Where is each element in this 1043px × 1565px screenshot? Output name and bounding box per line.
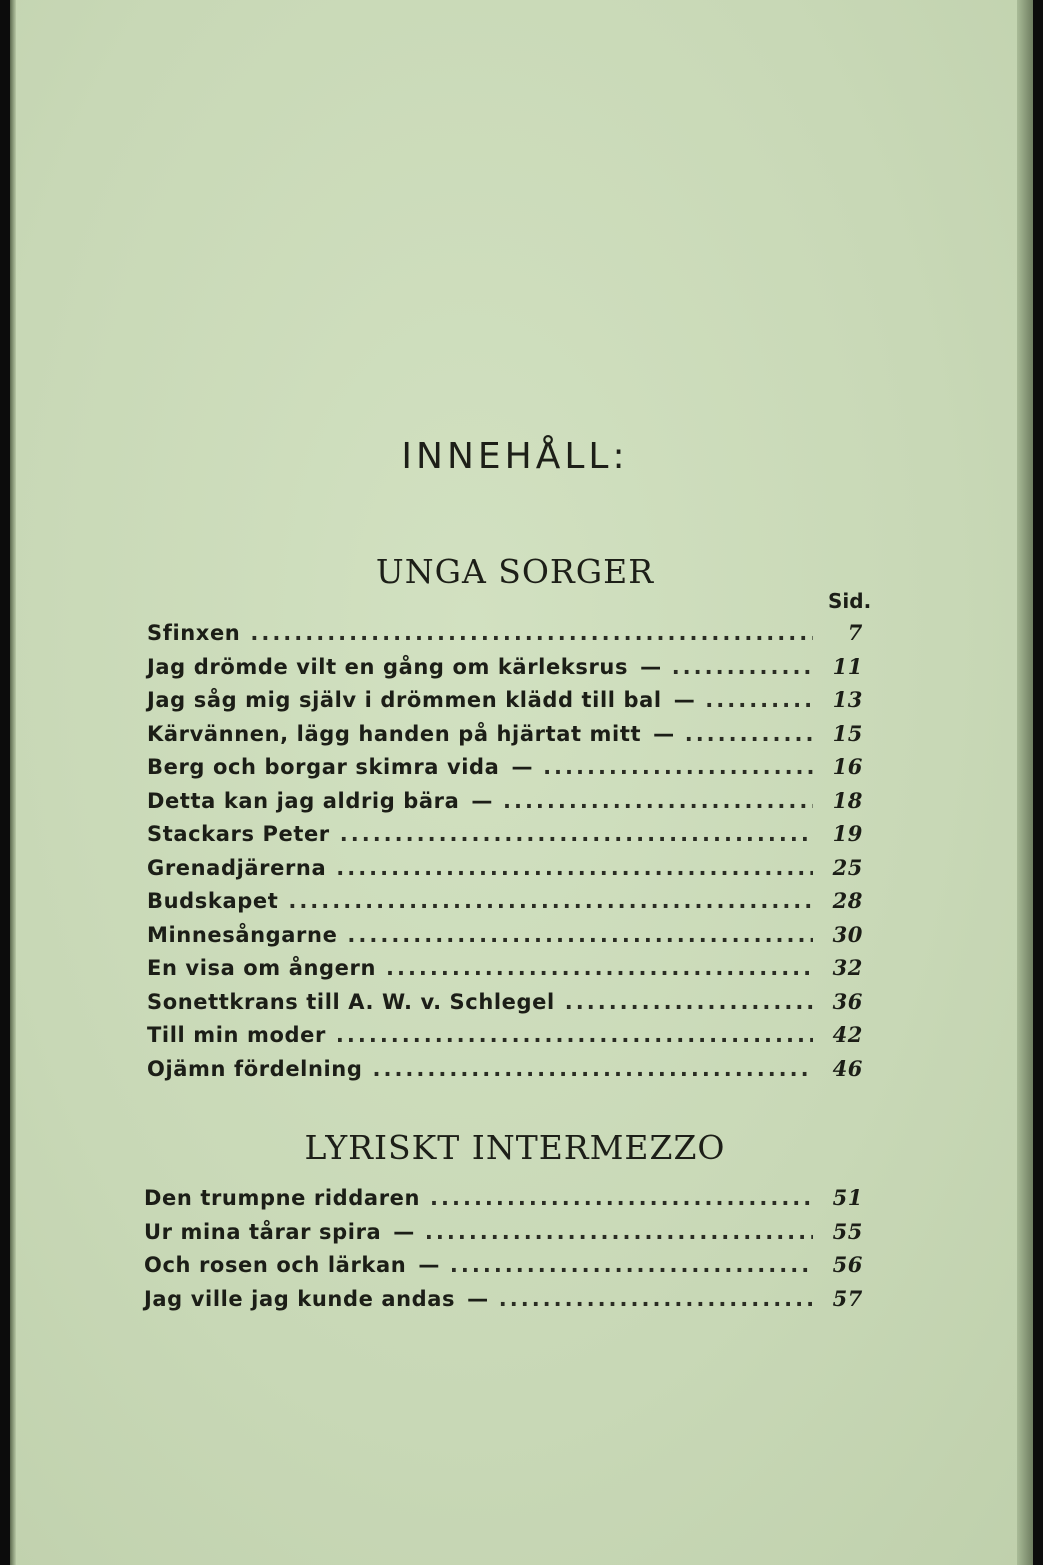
- page-right-edge: [1017, 0, 1033, 1565]
- toc-entry: [147, 788, 863, 822]
- toc-entry: [147, 855, 863, 889]
- toc-entry: [147, 654, 863, 688]
- toc-entry: [147, 1056, 863, 1090]
- toc-entry-title: Berg och borgar skimra vida: [147, 755, 500, 779]
- page-column-label: Sid.: [828, 589, 872, 613]
- toc-entry-dash: —: [471, 788, 493, 813]
- dot-leader: [543, 755, 813, 779]
- dot-leader: [672, 655, 813, 679]
- toc-entry-title: En visa om ångern: [147, 956, 376, 980]
- toc-list-lyriskt-intermezzo: [144, 1185, 863, 1319]
- toc-entry-title: Kärvännen, lägg handen på hjärtat mitt: [147, 721, 642, 746]
- toc-entry: [144, 1286, 863, 1320]
- dot-leader: [685, 722, 813, 746]
- toc-entry: [147, 989, 863, 1023]
- toc-entry-dash: —: [511, 755, 534, 779]
- toc-entry-dash: —: [467, 1286, 489, 1311]
- toc-entry-dash: —: [673, 688, 696, 712]
- toc-entry-page-number: 15: [832, 720, 863, 746]
- toc-entry-title: Ojämn fördelning: [147, 1056, 363, 1081]
- toc-entry: [147, 721, 863, 755]
- toc-entry-page-number: 36: [832, 988, 863, 1014]
- dot-leader: [386, 956, 813, 980]
- toc-entry: [147, 922, 863, 956]
- dot-leader: [565, 990, 813, 1014]
- toc-entry-title: Sfinxen: [147, 621, 241, 645]
- toc-entry-page-number: 16: [832, 754, 863, 779]
- dot-leader: [336, 1023, 813, 1047]
- dot-leader: [336, 856, 813, 880]
- toc-entry-title: Budskapet: [147, 889, 279, 913]
- toc-entry: [147, 620, 863, 654]
- dot-leader: [503, 789, 813, 813]
- toc-entry-page-number: 51: [832, 1185, 863, 1210]
- dot-leader: [425, 1220, 813, 1244]
- toc-entry-page-number: 11: [832, 653, 863, 679]
- toc-entry-page-number: 42: [832, 1022, 863, 1047]
- toc-entry-page-number: 19: [832, 821, 863, 846]
- toc-list-unga-sorger: [147, 620, 863, 1089]
- toc-entry-page-number: 57: [832, 1285, 863, 1311]
- toc-entry: [144, 1219, 863, 1253]
- book-page: [10, 0, 1033, 1565]
- toc-entry-dash: —: [640, 654, 662, 679]
- toc-entry-title: Grenadjärerna: [147, 855, 327, 880]
- toc-entry: [147, 687, 863, 721]
- toc-entry: [147, 955, 863, 989]
- toc-entry-page-number: 18: [832, 787, 863, 813]
- toc-entry-page-number: 32: [832, 955, 863, 980]
- toc-entry-title: Ur mina tårar spira: [144, 1219, 382, 1244]
- toc-entry-page-number: 30: [832, 921, 863, 947]
- toc-entry-page-number: 55: [832, 1218, 863, 1244]
- dot-leader: [288, 889, 813, 913]
- toc-entry: [147, 888, 863, 922]
- toc-entry-title: Jag såg mig själv i drömmen klädd till bal: [147, 688, 662, 712]
- toc-entry-page-number: 7: [847, 620, 863, 645]
- toc-entry-page-number: 46: [832, 1055, 863, 1081]
- toc-entry-dash: —: [653, 721, 675, 746]
- dot-leader: [373, 1057, 814, 1081]
- toc-entry-title: Till min moder: [147, 1023, 326, 1047]
- toc-entry: [147, 754, 863, 788]
- page-left-edge: [10, 0, 16, 1565]
- toc-entry: [144, 1252, 863, 1286]
- dot-leader: [705, 688, 813, 712]
- toc-entry-title: Stackars Peter: [147, 822, 330, 846]
- contents-heading: INNEHÅLL:: [401, 436, 629, 477]
- dot-leader: [347, 923, 813, 947]
- toc-entry: [147, 821, 863, 855]
- toc-entry-dash: —: [393, 1219, 415, 1244]
- toc-entry: [147, 1022, 863, 1056]
- dot-leader: [499, 1287, 813, 1311]
- dot-leader: [430, 1186, 813, 1210]
- toc-entry-title: Jag ville jag kunde andas: [144, 1286, 456, 1311]
- toc-entry-title: Och rosen och lärkan: [144, 1253, 407, 1277]
- toc-entry: [144, 1185, 863, 1219]
- toc-entry-title: Den trumpne riddaren: [144, 1186, 421, 1210]
- toc-entry-title: Minnesångarne: [147, 922, 338, 947]
- toc-entry-title: Detta kan jag aldrig bära: [147, 788, 460, 813]
- toc-entry-page-number: 25: [832, 854, 863, 880]
- dot-leader: [340, 822, 813, 846]
- toc-entry-page-number: 13: [832, 687, 863, 712]
- toc-entry-title: Jag drömde vilt en gång om kärleksrus: [147, 654, 629, 679]
- dot-leader: [250, 621, 813, 645]
- toc-entry-page-number: 56: [832, 1252, 863, 1277]
- dot-leader: [450, 1253, 813, 1277]
- section-title-unga-sorger: UNGA SORGER: [375, 552, 655, 591]
- toc-entry-dash: —: [418, 1253, 440, 1277]
- toc-entry-title: Sonettkrans till A. W. v. Schlegel: [147, 989, 555, 1014]
- section-title-lyriskt-intermezzo: LYRISKT INTERMEZZO: [304, 1128, 726, 1167]
- toc-entry-page-number: 28: [832, 888, 863, 913]
